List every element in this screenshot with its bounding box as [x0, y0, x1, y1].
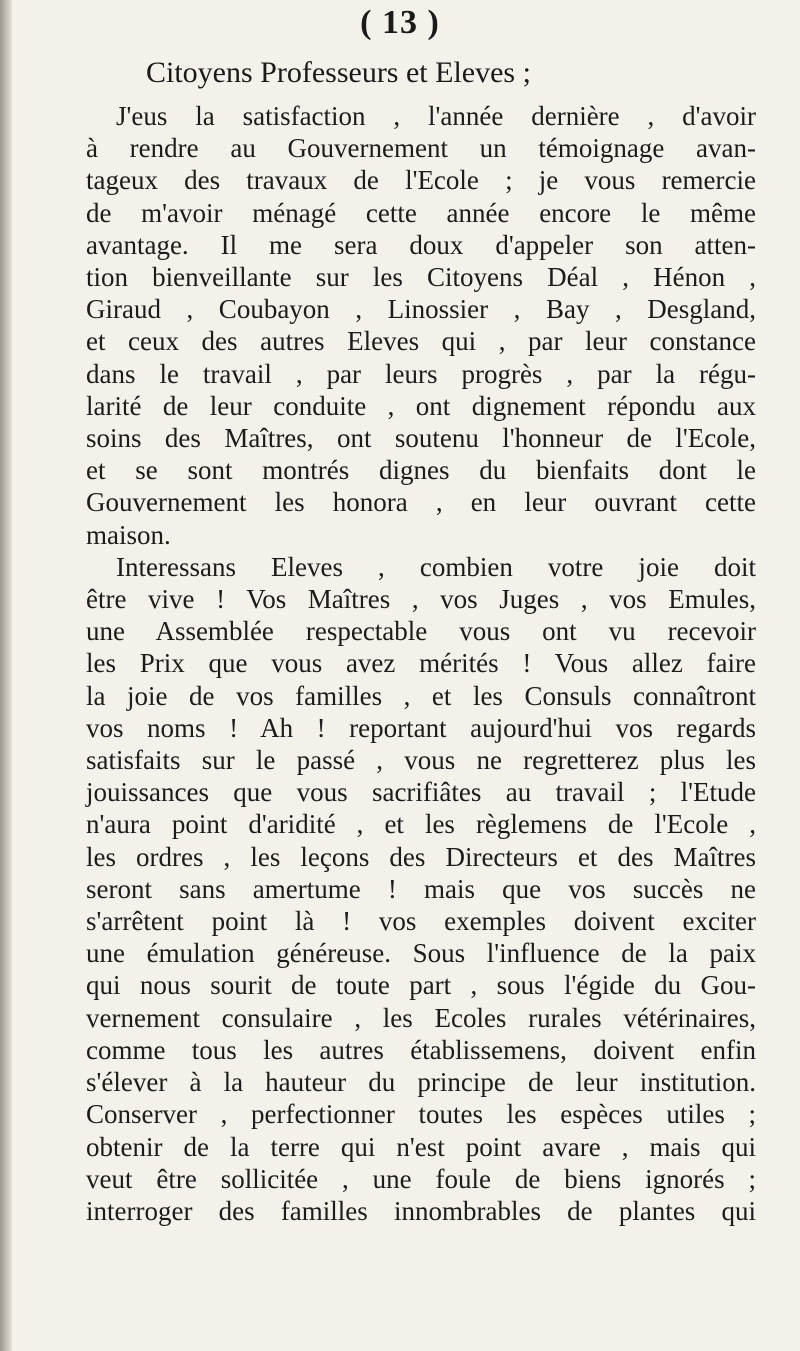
text-line: interroger des familles innombrables de plantes qui [86, 1195, 756, 1226]
paragraph-2 [86, 551, 756, 1227]
text-line: J'eus la satisfaction , l'année dernière , d'avoir [116, 101, 756, 131]
text-line: et ceux des autres Eleves qui , par leur constance [86, 326, 756, 357]
text-line: s'élever à la hauteur du principe de leur institution. [86, 1067, 756, 1098]
text-line: être vive ! Vos Maîtres , vos Juges , vos Emules, [86, 584, 756, 615]
text-line: comme tous les autres établissemens, doivent enfin [86, 1034, 756, 1065]
paragraph-1 [86, 100, 756, 551]
text-line: avantage. Il me sera doux d'appeler son atten- [86, 229, 756, 260]
text-line: à rendre au Gouvernement un témoignage avan- [86, 133, 756, 164]
text-line: jouissances que vous sacrifiâtes au travail ; l'Etude [86, 777, 756, 808]
text-line: qui nous sourit de toute part , sous l'égide du Gou- [86, 970, 756, 1001]
text-line: Conserver , perfectionner toutes les espèces utiles ; [86, 1099, 756, 1130]
page-number: ( 13 ) [360, 4, 440, 41]
text-line: soins des Maîtres, ont soutenu l'honneur de l'Ecole, [86, 423, 756, 454]
text-line: Gouvernement les honora , en leur ouvrant cette [86, 487, 756, 518]
text-line: vernement consulaire , les Ecoles rurales vétérinaires, [86, 1002, 756, 1033]
text-line: dans le travail , par leurs progrès , par la régu- [86, 358, 756, 389]
text-line: seront sans amertume ! mais que vos succès ne [86, 873, 756, 904]
text-line: obtenir de la terre qui n'est point avare , mais qui [86, 1131, 756, 1162]
text-line: n'aura point d'aridité , et les règlemens de l'Ecole , [86, 809, 756, 840]
text-line: larité de leur conduite , ont dignement répondu aux [86, 390, 756, 421]
text-line: s'arrêtent point là ! vos exemples doivent exciter [86, 906, 756, 937]
text-line: les ordres , les leçons des Directeurs et des Maîtres [86, 841, 756, 872]
text-line: et se sont montrés dignes du bienfaits dont le [86, 455, 756, 486]
salutation-heading: Citoyens Professeurs et Eleves ; [146, 56, 531, 89]
text-line: la joie de vos familles , et les Consuls connaîtront [86, 680, 756, 711]
text-line: une Assemblée respectable vous ont vu recevoir [86, 616, 756, 647]
text-line: satisfaits sur le passé , vous ne regretterez plus les [86, 745, 756, 776]
body-text [86, 100, 756, 1227]
text-line: de m'avoir ménagé cette année encore le même [86, 197, 756, 228]
text-line: tageux des travaux de l'Ecole ; je vous remercie [86, 165, 756, 196]
text-line: Giraud , Coubayon , Linossier , Bay , Desgland, [86, 294, 756, 325]
text-line: tion bienveillante sur les Citoyens Déal , Hénon , [86, 262, 756, 293]
text-line: une émulation généreuse. Sous l'influence de la paix [86, 938, 756, 969]
text-line: les Prix que vous avez mérités ! Vous allez faire [86, 648, 756, 679]
text-line: vos noms ! Ah ! reportant aujourd'hui vos regards [86, 712, 756, 743]
page-binding-edge [0, 0, 12, 1351]
text-line: Interessans Eleves , combien votre joie doit [116, 551, 756, 582]
text-line: veut être sollicitée , une foule de biens ignorés ; [86, 1163, 756, 1194]
text-line: maison. [86, 519, 171, 550]
